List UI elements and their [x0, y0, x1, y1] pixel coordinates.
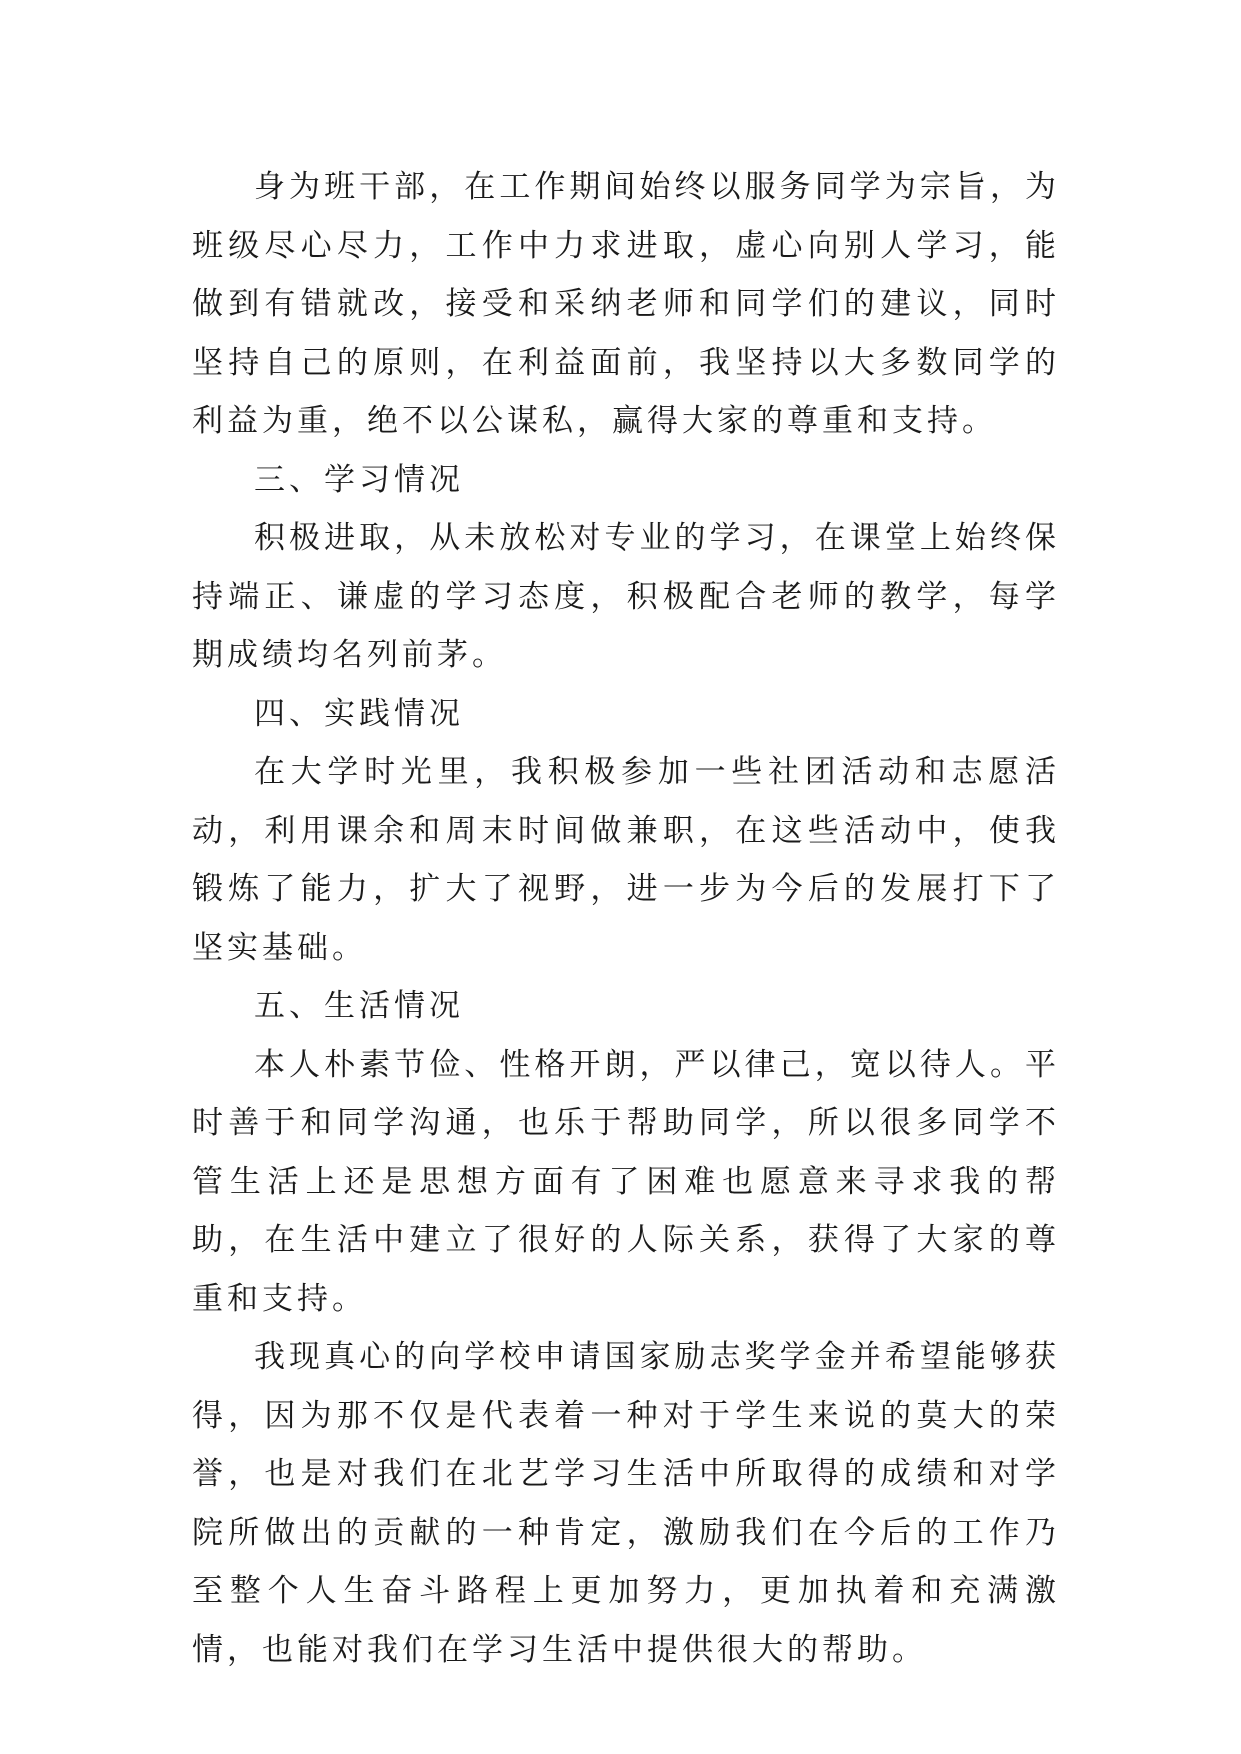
paragraph-study: 积极进取，从未放松对专业的学习，在课堂上始终保持端正、谦虚的学习态度，积极配合老师的教学，每学期成绩均名列前茅。: [192, 520, 1060, 673]
heading-life: 五、生活情况: [254, 988, 464, 1024]
document-body: [192, 158, 1060, 1679]
paragraph-class-cadre: 身为班干部，在工作期间始终以服务同学为宗旨，为班级尽心尽力，工作中力求进取，虚心向别人学习，能做到有错就改，接受和采纳老师和同学们的建议，同时坚持自己的原则，在利益面前，我坚持以大多数同学的利益为重，绝不以公谋私，赢得大家的尊重和支持。: [192, 169, 1060, 439]
paragraph-application: 我现真心的向学校申请国家励志奖学金并希望能够获得，因为那不仅是代表着一种对于学生来说的莫大的荣誉，也是对我们在北艺学习生活中所取得的成绩和对学院所做出的贡献的一种肯定，激励我们在今后的工作乃至整个人生奋斗路程上更加努力，更加执着和充满激情，也能对我们在学习生活中提供很大的帮助。: [192, 1339, 1060, 1668]
heading-study: 三、学习情况: [254, 461, 464, 498]
paragraph-life: 本人朴素节俭、性格开朗，严以律己，宽以待人。平时善于和同学沟通，也乐于帮助同学，所以很多同学不管生活上还是思想方面有了困难也愿意来寻求我的帮助，在生活中建立了很好的人际关系，获得了大家的尊重和支持。: [192, 1046, 1060, 1317]
paragraph-practice: 在大学时光里，我积极参加一些社团活动和志愿活动，利用课余和周末时间做兼职，在这些活动中，使我锻炼了能力，扩大了视野，进一步为今后的发展打下了坚实基础。: [192, 754, 1060, 966]
heading-practice: 四、实践情况: [254, 695, 464, 732]
